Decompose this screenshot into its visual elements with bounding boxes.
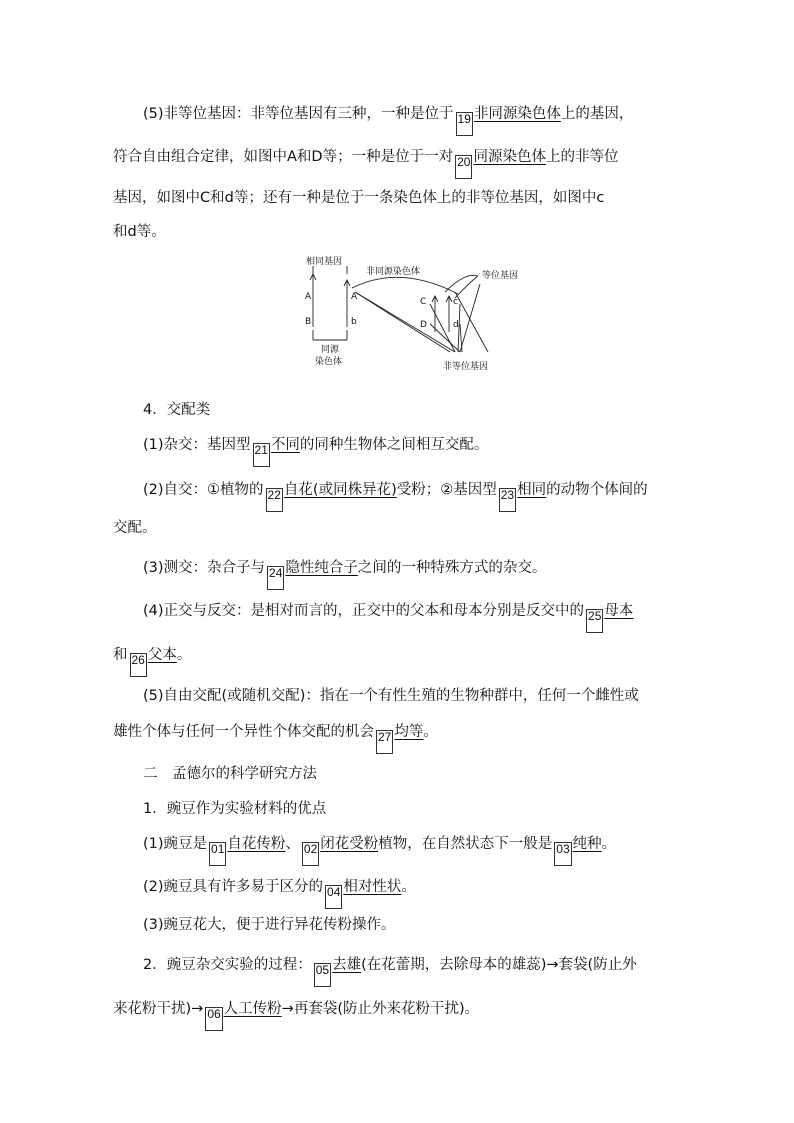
gene-A-left: A <box>305 292 312 302</box>
section-heading: 4．交配类 <box>143 402 211 418</box>
paragraph-line <box>143 834 616 866</box>
answer-number: 22 <box>266 488 283 512</box>
paragraph-line <box>143 435 488 467</box>
text: →再套袋(防止外来花粉干扰)。 <box>281 1001 480 1017</box>
text: 。 <box>401 879 416 895</box>
answer-number: 19 <box>456 112 473 136</box>
subsection-heading: 1．豌豆作为实验材料的优点 <box>143 801 327 817</box>
paragraph-line: 和d等。 <box>113 224 166 240</box>
paragraph-line <box>143 877 416 909</box>
text: (4)正交与反交：是相对而言的，正交中的父本和母本分别是反交中的 <box>143 603 585 619</box>
text: (在花蕾期，去除母本的雄蕊)→套袋(防止外 <box>361 957 637 973</box>
label-homologous-2: 染色体 <box>315 357 343 367</box>
text: 植物，在自然状态下一般是 <box>378 836 553 852</box>
text: 雄性个体与任何一个异性个体交配的机会 <box>113 724 374 740</box>
paragraph-line <box>113 722 438 754</box>
paragraph-line: 基因，如图中C和d等；还有一种是位于一条染色体上的非等位基因，如图中c <box>113 190 605 206</box>
answer-text: 去雄 <box>332 957 362 973</box>
text: 符合自由组合定律，如图中A和D等；一种是位于一对 <box>113 149 454 165</box>
answer-number: 05 <box>314 963 331 987</box>
answer-number: 01 <box>209 842 226 866</box>
answer-text: 人工传粉 <box>223 1001 282 1017</box>
answer-text: 母本 <box>604 603 634 619</box>
answer-text: 自花传粉 <box>227 836 286 852</box>
gene-c: c <box>453 297 458 307</box>
paragraph-line <box>143 558 546 590</box>
text: (5)非等位基因：非等位基因有三种，一种是位于 <box>143 106 454 122</box>
answer-text: 不同 <box>270 437 300 453</box>
answer-text: 相同 <box>517 482 547 498</box>
answer-text: 均等 <box>394 724 424 740</box>
answer-number: 03 <box>554 842 571 866</box>
answer-number: 06 <box>205 1007 222 1031</box>
text: 上的非等位 <box>545 149 619 165</box>
label-allele: 等位基因 <box>482 271 519 281</box>
answer-text: 非同源染色体 <box>473 106 561 122</box>
paragraph-line: 交配。 <box>113 520 157 536</box>
text: 的同种生物体之间相互交配。 <box>299 437 489 453</box>
label-homologous-1: 同源 <box>321 345 340 355</box>
answer-number: 02 <box>302 842 319 866</box>
gene-B: B <box>305 317 312 327</box>
text: 。 <box>601 836 617 852</box>
answer-number: 25 <box>586 609 603 633</box>
answer-text: 闭花受粉 <box>320 836 379 852</box>
text: (2)自交：①植物的 <box>143 482 264 498</box>
answer-number: 04 <box>325 885 342 909</box>
answer-text: 纯种 <box>572 836 602 852</box>
text: (3)测交：杂合子与 <box>143 560 266 576</box>
gene-D: D <box>420 320 427 330</box>
text: 上的基因， <box>560 106 634 122</box>
answer-number: 26 <box>130 653 147 677</box>
text: 和 <box>113 647 128 663</box>
answer-number: 21 <box>253 443 270 467</box>
answer-text: 自花(或同株异花) <box>283 482 397 498</box>
paragraph-line <box>113 999 479 1031</box>
label-same-gene: 相同基因 <box>306 257 343 267</box>
answer-text: 相对性状 <box>343 879 402 895</box>
answer-number: 23 <box>499 488 516 512</box>
paragraph-line <box>113 147 618 179</box>
gene-A-right: A <box>351 292 358 302</box>
text: (2)豌豆具有许多易于区分的 <box>143 879 324 895</box>
paragraph-line: (5)自由交配(或随机交配)：指在一个有性生殖的生物种群中，任何一个雌性或 <box>143 688 639 704</box>
paragraph-line <box>143 601 633 633</box>
text: 、 <box>285 836 300 852</box>
paragraph-line <box>143 104 633 136</box>
paragraph-line <box>143 480 648 512</box>
answer-number: 24 <box>267 566 284 590</box>
section-heading: 二 孟德尔的科学研究方法 <box>143 766 317 782</box>
chromosome-diagram <box>300 252 530 380</box>
text: 的动物个体间的 <box>546 482 648 498</box>
text: 2．豌豆杂交实验的过程： <box>143 957 312 973</box>
paragraph-line: (3)豌豆花大，便于进行异花传粉操作。 <box>143 917 396 933</box>
text: 之间的一种特殊方式的杂交。 <box>357 560 547 576</box>
diagram-svg <box>300 252 530 380</box>
text: 。 <box>176 647 192 663</box>
answer-text: 隐性纯合子 <box>285 560 358 576</box>
text: 受粉；②基因型 <box>396 482 497 498</box>
text: (1)豌豆是 <box>143 836 208 852</box>
paragraph-line <box>143 955 637 987</box>
text: (1)杂交：基因型 <box>143 437 251 453</box>
paragraph-line <box>113 645 191 677</box>
answer-text: 父本 <box>147 647 177 663</box>
label-nonhomologous: 非同源染色体 <box>366 267 421 277</box>
answer-text: 同源染色体 <box>473 149 546 165</box>
gene-d: d <box>453 320 459 330</box>
gene-C: C <box>420 297 427 307</box>
text: 来花粉干扰)→ <box>113 1001 204 1017</box>
text: 。 <box>423 724 438 740</box>
label-nonallelic: 非等位基因 <box>443 362 489 372</box>
answer-number: 27 <box>376 730 393 754</box>
answer-number: 20 <box>455 155 472 179</box>
gene-b: b <box>351 317 357 327</box>
